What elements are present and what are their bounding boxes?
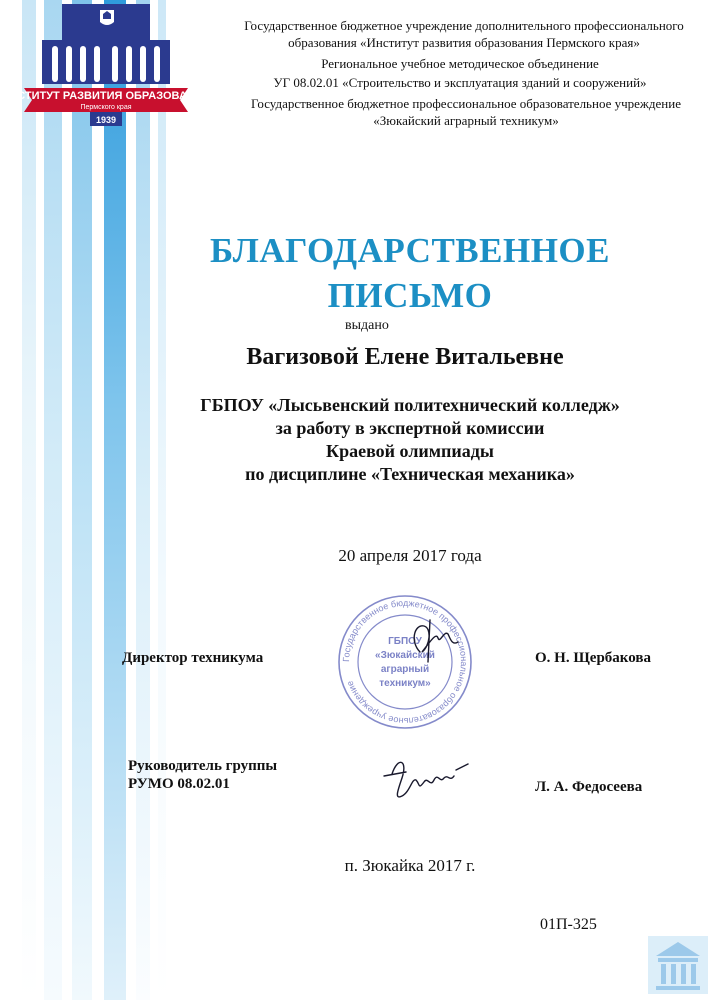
logo-year-text: 1939 — [95, 115, 117, 125]
header-line: Государственное бюджетное профессиональное образовательное учреждение — [251, 96, 681, 111]
stamp-text: аграрный — [380, 664, 430, 675]
header-college — [234, 95, 698, 129]
lead-role-line: Руководитель группы — [128, 758, 278, 774]
header-line: образования «Институт развития образования Пермского края» — [288, 35, 640, 50]
header-line: Государственное бюджетное учреждение дополнительного профессионального — [244, 18, 684, 33]
reason-line: за работу в экспертной комиссии — [275, 418, 545, 438]
document-title — [150, 228, 670, 318]
header-organization — [232, 17, 696, 51]
header-line: Региональное учебное методическое объединение — [321, 56, 599, 71]
award-reason — [150, 394, 670, 486]
issue-place: п. Зюкайка 2017 г. — [344, 856, 476, 875]
title-line: ПИСЬМО — [327, 276, 493, 315]
header-line: «Зюкайский аграрный техникум» — [373, 113, 559, 128]
reason-line: Краевой олимпиады — [326, 441, 494, 461]
director-name: О. Н. Щербакова — [535, 650, 651, 666]
decorative-stripe — [22, 0, 36, 1000]
lead-role — [128, 757, 277, 793]
decorative-stripe — [72, 0, 92, 1000]
recipient-name: Вагизовой Елене Витальевне — [246, 344, 564, 370]
lead-name: Л. А. Федосеева — [535, 779, 643, 795]
stamp-text: техникум» — [379, 678, 431, 689]
stamp-text: «Зюкайский — [375, 650, 435, 661]
logo-name-text: ИНСТИТУТ РАЗВИТИЯ ОБРАЗОВАНИЯ — [1, 90, 211, 102]
decorative-stripe — [136, 0, 150, 1000]
director-role: Директор техникума — [122, 650, 264, 666]
stamp-text: ГБПОУ — [388, 636, 422, 647]
issue-date: 20 апреля 2017 года — [338, 546, 482, 565]
issued-label: выдано — [345, 318, 389, 333]
institute-logo — [1, 2, 211, 128]
decorative-stripe — [104, 0, 126, 1000]
director-signature — [400, 612, 470, 672]
stamp-ring-text: Государственное бюджетное профессиональное образовательное учреждение — [340, 597, 470, 727]
decorative-stripe — [44, 0, 62, 1000]
decorative-stripe — [158, 0, 166, 1000]
reason-line: ГБПОУ «Лысьвенский политехнический колледж» — [200, 395, 620, 415]
title-line: БЛАГОДАРСТВЕННОЕ — [210, 231, 610, 270]
lead-signature — [372, 748, 482, 808]
building-emblem-icon — [648, 936, 708, 994]
header-line: УГ 08.02.01 «Строительство и эксплуатация зданий и сооружений» — [273, 75, 647, 90]
reason-line: по дисциплине «Техническая механика» — [245, 464, 575, 484]
lead-role-line: РУМО 08.02.01 — [128, 776, 230, 792]
logo-region-text: Пермского края — [80, 104, 132, 111]
document-number: 01П-325 — [540, 916, 597, 933]
